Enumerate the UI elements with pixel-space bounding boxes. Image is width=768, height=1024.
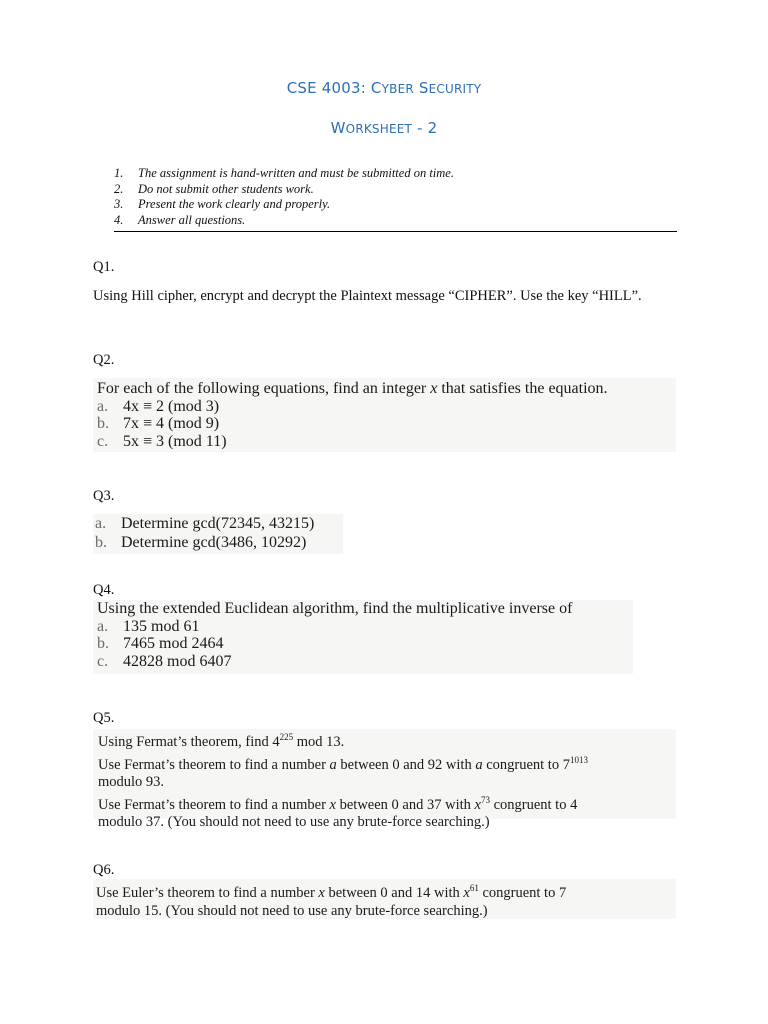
course-title: CSE 4003: CYBER SECURITY bbox=[286, 79, 482, 97]
question-6-image bbox=[93, 879, 676, 919]
question-4-item-c: c. 42828 mod 6407 bbox=[97, 652, 232, 670]
instruction-item: 1. The assignment is hand-written and must be submitted on time. bbox=[114, 166, 454, 180]
question-3-label: Q3. bbox=[93, 488, 115, 504]
question-5-line-1: Using Fermat’s theorem, find $4^{225}$ mod 13. bbox=[98, 732, 345, 750]
question-4-intro: Using the extended Euclidean algorithm, find the multiplicative inverse of bbox=[97, 600, 573, 617]
question-2-item-b: b. 7x ≡ 4 (mod 9) bbox=[97, 415, 220, 432]
question-3-item-b: b. Determine gcd(3486, 10292) bbox=[95, 534, 307, 551]
question-3-item-a: a. Determine gcd(72345, 43215) bbox=[95, 515, 315, 532]
question-5-image bbox=[93, 729, 676, 830]
question-5-line-2: Use Fermat’s theorem to find a number a between 0 and 92 with a congruent to $7^{1013}$ bbox=[98, 754, 588, 773]
instruction-item: 3. Present the work clearly and properly. bbox=[114, 197, 331, 211]
question-1-text: Using Hill cipher, encrypt and decrypt the Plaintext message “CIPHER”. Use the key “HILL”. bbox=[93, 288, 642, 304]
question-6-line-1: Use Euler’s theorem to find a number x between 0 and 14 with $x^{61}$ congruent to 7 bbox=[96, 883, 567, 901]
question-4-image bbox=[93, 600, 633, 674]
question-2-image bbox=[93, 378, 676, 452]
question-5-line-5: modulo 37. (You should not need to use any brute-force searching.) bbox=[98, 814, 490, 830]
question-6-label: Q6. bbox=[93, 862, 115, 878]
question-4-item-b: b. 7465 mod 2464 bbox=[97, 635, 224, 652]
question-6-line-2: modulo 15. (You should not need to use any brute-force searching.) bbox=[96, 903, 488, 919]
question-5-line-3: modulo 93. bbox=[98, 774, 165, 790]
question-5-label: Q5. bbox=[93, 710, 115, 726]
instructions-list bbox=[114, 166, 677, 232]
question-3-image bbox=[93, 514, 343, 554]
question-2-intro: For each of the following equations, find an integer x that satisfies the equation. bbox=[97, 380, 608, 397]
question-2-item-a: a. 4x ≡ 2 (mod 3) bbox=[97, 397, 220, 415]
instruction-item: 2. Do not submit other students work. bbox=[114, 181, 314, 196]
worksheet-title: WORKSHEET - 2 bbox=[330, 119, 438, 137]
instruction-item: 4. Answer all questions. bbox=[114, 212, 246, 227]
question-4-item-a: a. 135 mod 61 bbox=[97, 617, 200, 635]
question-5-line-4: Use Fermat’s theorem to find a number x between 0 and 37 with $x^{73}$ congruent to 4 bbox=[98, 794, 578, 813]
question-2-label: Q2. bbox=[93, 352, 115, 368]
question-2-item-c: c. 5x ≡ 3 (mod 11) bbox=[97, 432, 227, 450]
question-1-label: Q1. bbox=[93, 259, 115, 275]
question-4-label: Q4. bbox=[93, 582, 115, 598]
